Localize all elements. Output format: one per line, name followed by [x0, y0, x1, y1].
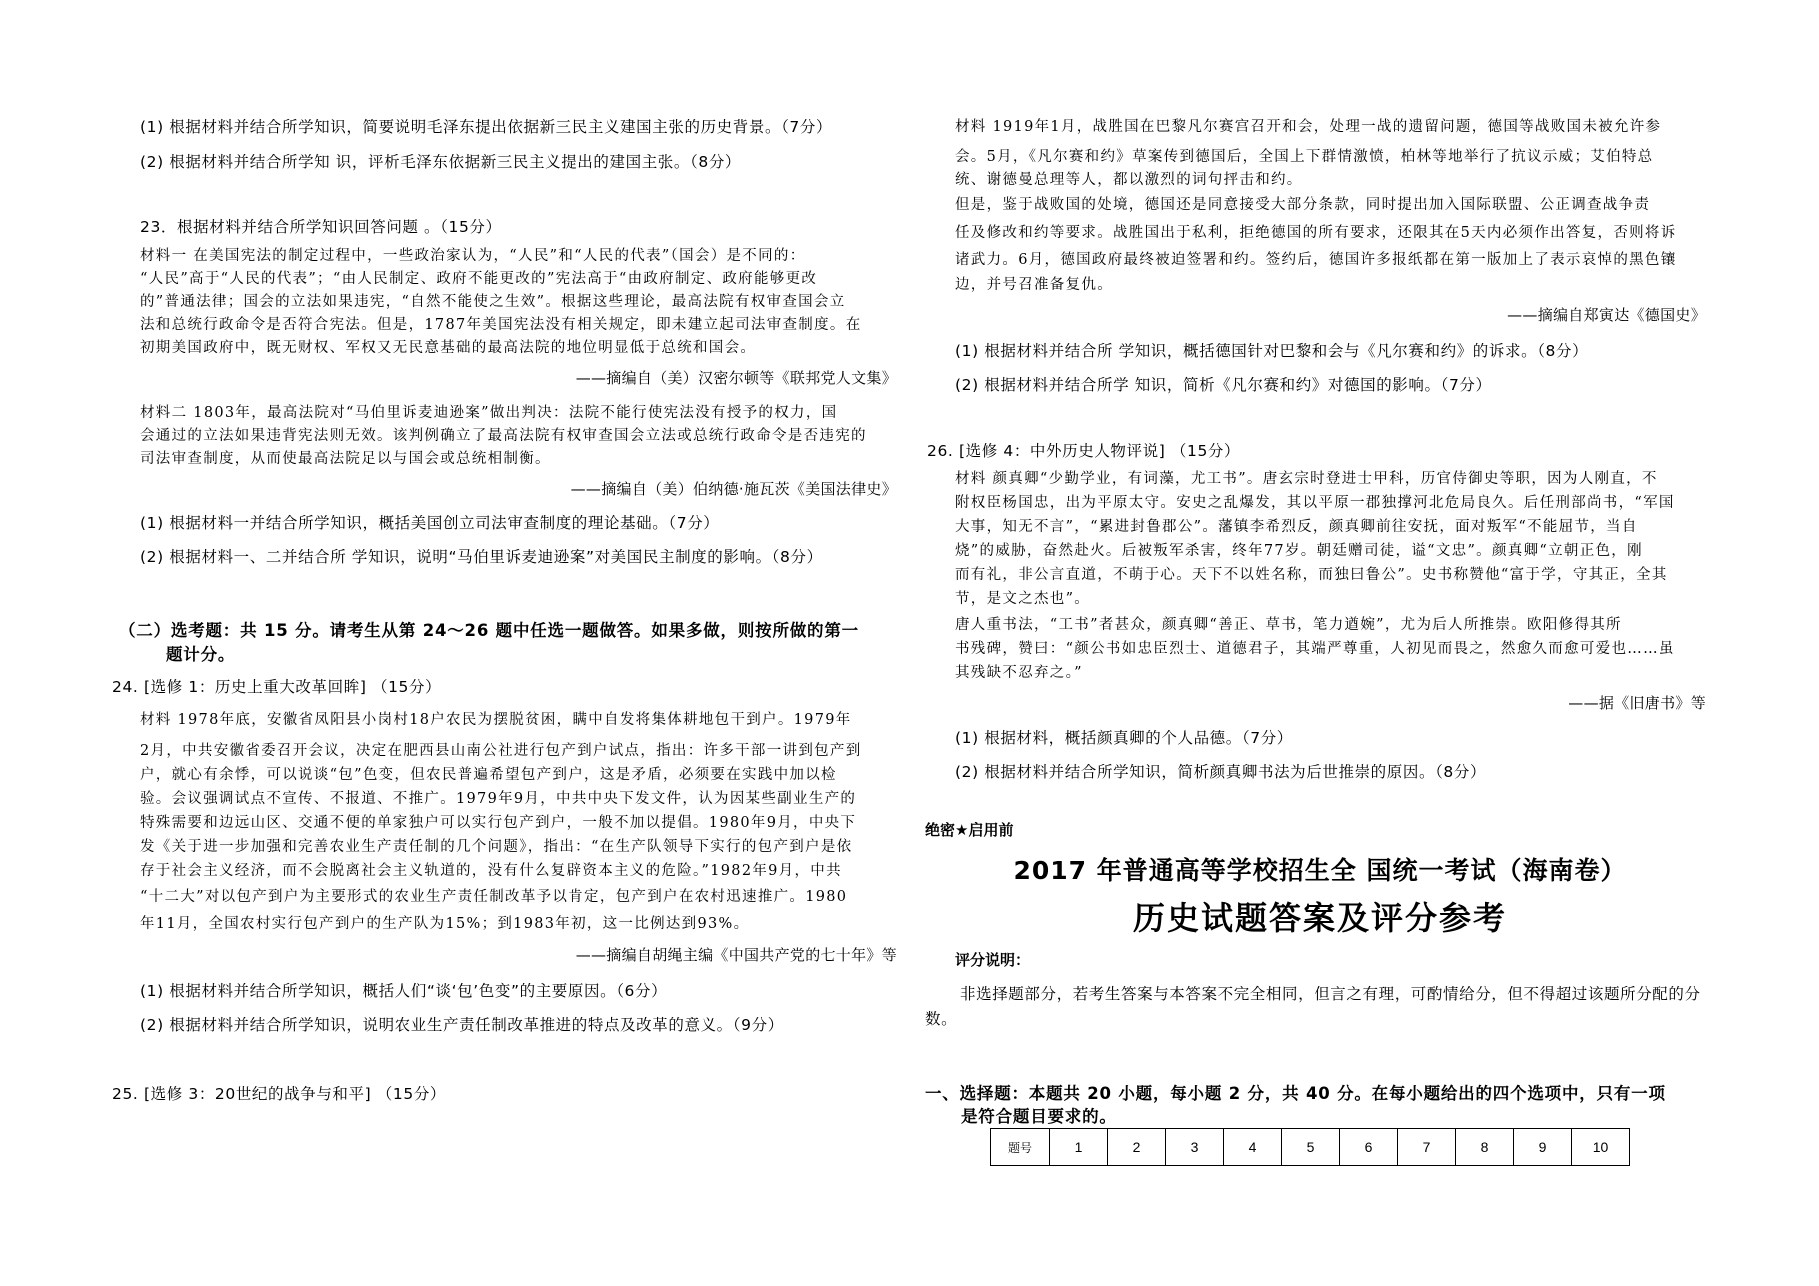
q23-m2-line: 材料二 1803年，最高法院对“马伯里诉麦迪逊案”做出判决：法院不能行使宪法没有授予的权力，国 [140, 405, 838, 421]
q25-m-line: 任及修改和约等要求。战胜国出于私利，拒绝德国的所有要求，还限其在5天内必须作出答复，否则将诉 [955, 225, 1677, 241]
q25-m-line: 材料 1919年1月，战胜国在巴黎凡尔赛宫召开和会，处理一战的遗留问题，德国等战败国未被允许参 [955, 119, 1662, 135]
table-label-cell: 题号 [991, 1129, 1050, 1166]
q22-sub1: (1) 根据材料并结合所学知识，简要说明毛泽东提出依据新三民主义建国主张的历史背景。（7分） [140, 118, 833, 136]
q23-m2-line: 会通过的立法如果违背宪法则无效。该判例确立了最高法院有权审查国会立法或总统行政命令是否违宪的 [140, 428, 867, 444]
q24-source: ——摘编自胡绳主编《中国共产党的七十年》等 [575, 946, 897, 964]
table-number-cell: 6 [1340, 1129, 1398, 1166]
q23-sub1: (1) 根据材料一并结合所学知识，概括美国创立司法审查制度的理论基础。（7分） [140, 514, 720, 532]
q24-m-line: 年11月，全国农村实行包产到户的生产队为15%；到1983年初，这一比例达到93%。 [140, 916, 750, 932]
table-number-cell: 4 [1224, 1129, 1282, 1166]
scoring-note-line: 非选择题部分，若考生答案与本答案不完全相同，但言之有理，可酌情给分，但不得超过该题所分配的分 [960, 985, 1701, 1003]
table-number-cell: 2 [1108, 1129, 1166, 1166]
q25-m-line: 诸武力。6月，德国政府最终被迫签署和约。签约后，德国许多报纸都在第一版加上了表示哀悼的黑色镶 [955, 252, 1677, 268]
q25-source: ——摘编自郑寅达《德国史》 [1507, 306, 1706, 324]
q23-m1-line: 初期美国政府中，既无财权、军权又无民意基础的最高法院的地位明显低于总统和国会。 [140, 340, 757, 356]
q26-m-line: 节，是文之杰也”。 [955, 591, 1091, 607]
q24-m-line: 特殊需要和边远山区、交通不便的单家独户可以实行包产到户，一般不加以提倡。1980年9月，中央下 [140, 815, 857, 831]
scoring-note-line: 数。 [925, 1010, 958, 1028]
q24-m-line: 户，就心有余悸，可以说谈“包”色变，但农民普遍希望包产到户，这是矛盾，必须要在实践中加以检 [140, 767, 837, 783]
section2-heading-cont: 题计分。 [166, 645, 236, 664]
table-number-cell: 3 [1166, 1129, 1224, 1166]
q24-m-line: 2月，中共安徽省委召开会议，决定在肥西县山南公社进行包产到户试点，指出：许多干部一讲到包产到 [140, 743, 862, 759]
scoring-note-title: 评分说明： [955, 951, 1031, 969]
section1-heading: 一、选择题：本题共 20 小题，每小题 2 分，共 40 分。在每小题给出的四个选项中，只有一项 [925, 1084, 1666, 1103]
q26-sub1: (1) 根据材料，概括颜真卿的个人品德。（7分） [955, 729, 1293, 747]
q23-m1-line: 的”普通法律；国会的立法如果违宪，“自然不能使之生效”。根据这些理论，最高法院有权审查国会立 [140, 294, 846, 310]
table-number-cell: 8 [1456, 1129, 1514, 1166]
q25-m-line: 但是，鉴于战败国的处境，德国还是同意接受大部分条款，同时提出加入国际联盟、公正调查战争责 [955, 197, 1651, 213]
q25-m-line: 边，并号召准备复仇。 [955, 277, 1113, 293]
q25-sub2: (2) 根据材料并结合所学 知识，简析《凡尔赛和约》对德国的影响。（7分） [955, 376, 1492, 394]
q23-source1: ——摘编自（美）汉密尔顿等《联邦党人文集》 [575, 369, 897, 387]
section2-heading: （二）选考题：共 15 分。请考生从第 24～26 题中任选一题做答。如果多做，则按所做的第一 [119, 621, 859, 640]
q25-m-line: 统、谢德曼总理等人，都以激烈的词句抨击和约。 [955, 172, 1303, 188]
q23-m1-line: 材料一 在美国宪法的制定过程中，一些政治家认为，“人民”和“人民的代表”（国会）是不同的： [140, 248, 806, 264]
q24-m-line: “十二大”对以包产到户为主要形式的农业生产责任制改革予以肯定，包产到户在农村迅速推广。1980 [140, 889, 848, 905]
q26-m-line: 材料 颜真卿“少勤学业，有词藻，尤工书”。唐玄宗时登进士甲科，历官侍御史等职，因为人刚直，不 [955, 471, 1658, 487]
table-number-cell: 5 [1282, 1129, 1340, 1166]
table-number-cell: 10 [1572, 1129, 1630, 1166]
q26-m-line: 烧”的威胁，奋然赴火。后被叛军杀害，终年77岁。朝廷赠司徒，谥“文忠”。颜真卿“立朝正色，刚 [955, 543, 1643, 559]
q24-title: 24. [选修 1：历史上重大改革回眸] （15分） [112, 678, 442, 696]
q23-m1-line: 法和总统行政命令是否符合宪法。但是，1787年美国宪法没有相关规定，即未建立起司法审查制度。在 [140, 317, 862, 333]
q23-sub2: (2) 根据材料一、二并结合所 学知识，说明“马伯里诉麦迪逊案”对美国民主制度的影响。（8分） [140, 548, 823, 566]
q24-sub1: (1) 根据材料并结合所学知识，概括人们“谈‘包’色变”的主要原因。（6分） [140, 982, 668, 1000]
table-number-cell: 9 [1514, 1129, 1572, 1166]
table-row [991, 1129, 1630, 1166]
answer-title: 2017 年普通高等学校招生全 国统一考试（海南卷） [1013, 856, 1627, 885]
q26-m-line: 书残碑，赞曰：“颜公书如忠臣烈士、道德君子，其端严尊重，人初见而畏之，然愈久而愈可爱也……虽 [955, 641, 1675, 657]
q25-sub1: (1) 根据材料并结合所 学知识，概括德国针对巴黎和会与《凡尔赛和约》的诉求。（8分） [955, 342, 1589, 360]
q23-m1-line: “人民”高于“人民的代表”；“由人民制定、政府不能更改的”宪法高于“由政府制定、政府能够更改 [140, 271, 818, 287]
q23-m2-line: 司法审查制度，从而使最高法院足以与国会或总统相制衡。 [140, 451, 551, 467]
q23-source2: ——摘编自（美）伯纳德·施瓦茨《美国法律史》 [570, 480, 897, 498]
answer-table [990, 1128, 1630, 1166]
answer-subtitle: 历史试题答案及评分参考 [1132, 899, 1507, 937]
q26-m-line: 其残缺不忍弃之。” [955, 665, 1083, 681]
q26-m-line: 大事，知无不言”，“累进封鲁郡公”。藩镇李希烈反，颜真卿前往安抚，面对叛军“不能屈节，当自 [955, 519, 1638, 535]
section1-heading-cont: 是符合题目要求的。 [961, 1107, 1117, 1126]
q24-m-line: 材料 1978年底，安徽省凤阳县小岗村18户农民为摆脱贫困，瞒中自发将集体耕地包干到户。1979年 [140, 712, 852, 728]
q24-sub2: (2) 根据材料并结合所学知识，说明农业生产责任制改革推进的特点及改革的意义。（9分） [140, 1016, 784, 1034]
secret-label: 绝密★启用前 [925, 821, 1014, 839]
q24-m-line: 发《关于进一步加强和完善农业生产责任制的几个问题》，指出：“在生产队领导下实行的包产到户是依 [140, 839, 853, 855]
q26-sub2: (2) 根据材料并结合所学知识，简析颜真卿书法为后世推崇的原因。（8分） [955, 763, 1487, 781]
q26-source: ——据《旧唐书》等 [1568, 694, 1706, 712]
q26-m-line: 而有礼，非公言直道，不萌于心。天下不以姓名称，而独曰鲁公”。史书称赞他“富于学，守其正，全其 [955, 567, 1668, 583]
q25-title: 25. [选修 3：20世纪的战争与和平] （15分） [112, 1085, 447, 1103]
q25-m-line: 会。5月，《凡尔赛和约》草案传到德国后，全国上下群情激愤，柏林等地举行了抗议示威；艾伯特总 [955, 149, 1654, 165]
table-number-cell: 1 [1050, 1129, 1108, 1166]
q26-m-line: 唐人重书法，“工书”者甚众，颜真卿“善正、草书，笔力遒婉”，尤为后人所推崇。欧阳修得其所 [955, 617, 1622, 633]
q24-m-line: 存于社会主义经济，而不会脱离社会主义轨道的，没有什么复辟资本主义的危险。”1982年9月，中共 [140, 863, 842, 879]
q22-sub2: (2) 根据材料并结合所学知 识，评析毛泽东依据新三民主义提出的建国主张。（8分） [140, 153, 742, 171]
table-number-cell: 7 [1398, 1129, 1456, 1166]
q24-m-line: 验。会议强调试点不宣传、不报道、不推广。1979年9月，中共中央下发文件，认为因某些副业生产的 [140, 791, 857, 807]
q23-title: 23．根据材料并结合所学知识回答问题 。（15分） [140, 218, 502, 236]
q26-m-line: 附权臣杨国忠，出为平原太守。安史之乱爆发，其以平原一郡独撑河北危局良久。后任刑部尚书，“军国 [955, 495, 1675, 511]
q26-title: 26. [选修 4：中外历史人物评说] （15分） [927, 442, 1241, 460]
